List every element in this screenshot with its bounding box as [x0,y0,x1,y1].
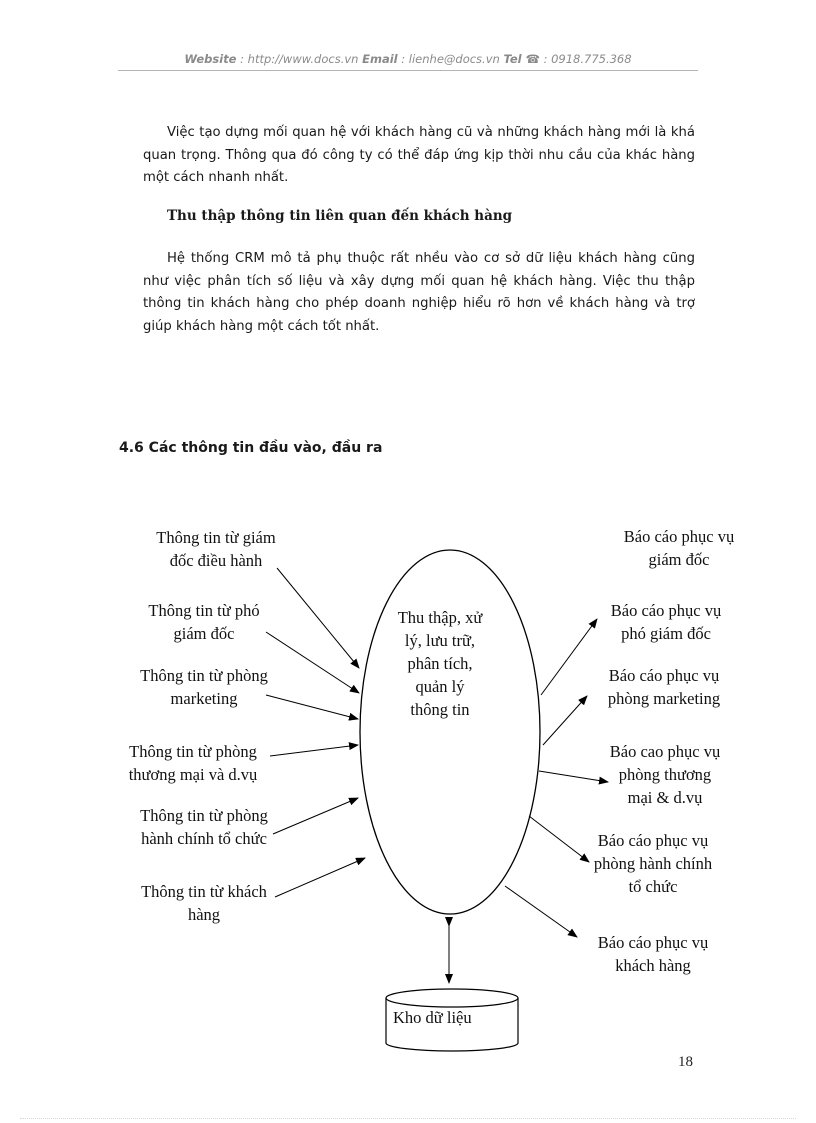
output-label-vice-director: Báo cáo phục vụ phó giám đốc [610,601,722,643]
datastore-label: Kho dữ liệu [393,1008,472,1027]
email-link[interactable]: : lienhe@docs.vn [401,52,500,66]
output-label-admin: Báo cáo phục vụ phòng hành chính tổ chức [593,831,713,896]
input-label-marketing: Thông tin từ phòng marketing [140,666,268,708]
section-title: 4.6 Các thông tin đầu vào, đầu ra [119,440,383,456]
input-label-admin: Thông tin từ phòng hành chính tổ chức [140,806,268,848]
email-label: Email [362,52,398,66]
paragraph-1: Việc tạo dựng mối quan hệ với khách hàng cũ và những khách hàng mới là khá quan trọng. Thông qua đó công ty có thể đáp ứng kịp thời nhu cầu của khác hàng một cách nhanh nhất. [143,125,695,185]
input-label-customer: Thông tin từ khách hàng [141,882,267,924]
process-ellipse [360,550,540,914]
process-label: Thu thập, xử lý, lưu trữ, phân tích, quản lý thông tin [397,608,483,719]
page-number: 18 [678,1054,693,1070]
subheading: Thu thập thông tin liên quan đến khách hàng [167,208,513,224]
input-label-trade-service: Thông tin từ phòng thương mại và d.vụ [128,742,258,784]
input-label-vice-director: Thông tin từ phó giám đốc [148,601,260,643]
output-label-customer: Báo cáo phục vụ khách hàng [597,933,709,975]
tel-label: Tel ☎ [503,52,540,66]
output-label-director: Báo cáo phục vụ giám đốc [623,527,735,569]
tel-value: : 0918.775.368 [543,52,632,66]
output-label-trade: Báo cao phục vụ phòng thương mại & d.vụ [609,742,721,807]
bottom-divider [20,1118,796,1119]
website-label: Website [184,52,237,66]
output-label-marketing: Báo cáo phục vụ phòng marketing [607,666,721,708]
website-link[interactable]: : http://www.docs.vn [240,52,359,66]
input-label-ceo: Thông tin từ giám đốc điều hành [156,528,276,570]
paragraph-2: Hệ thống CRM mô tả phụ thuộc rất nhều vào cơ sở dữ liệu khách hàng cũng như việc phân tích số liệu và xây dựng mối quan hệ khách hàng. Việc thu thập thông tin khách hàng cho phép doanh nghiệp hiểu rõ hơn về khách hàng và trợ giúp khách hàng một cách tốt nhất. [143,251,695,334]
